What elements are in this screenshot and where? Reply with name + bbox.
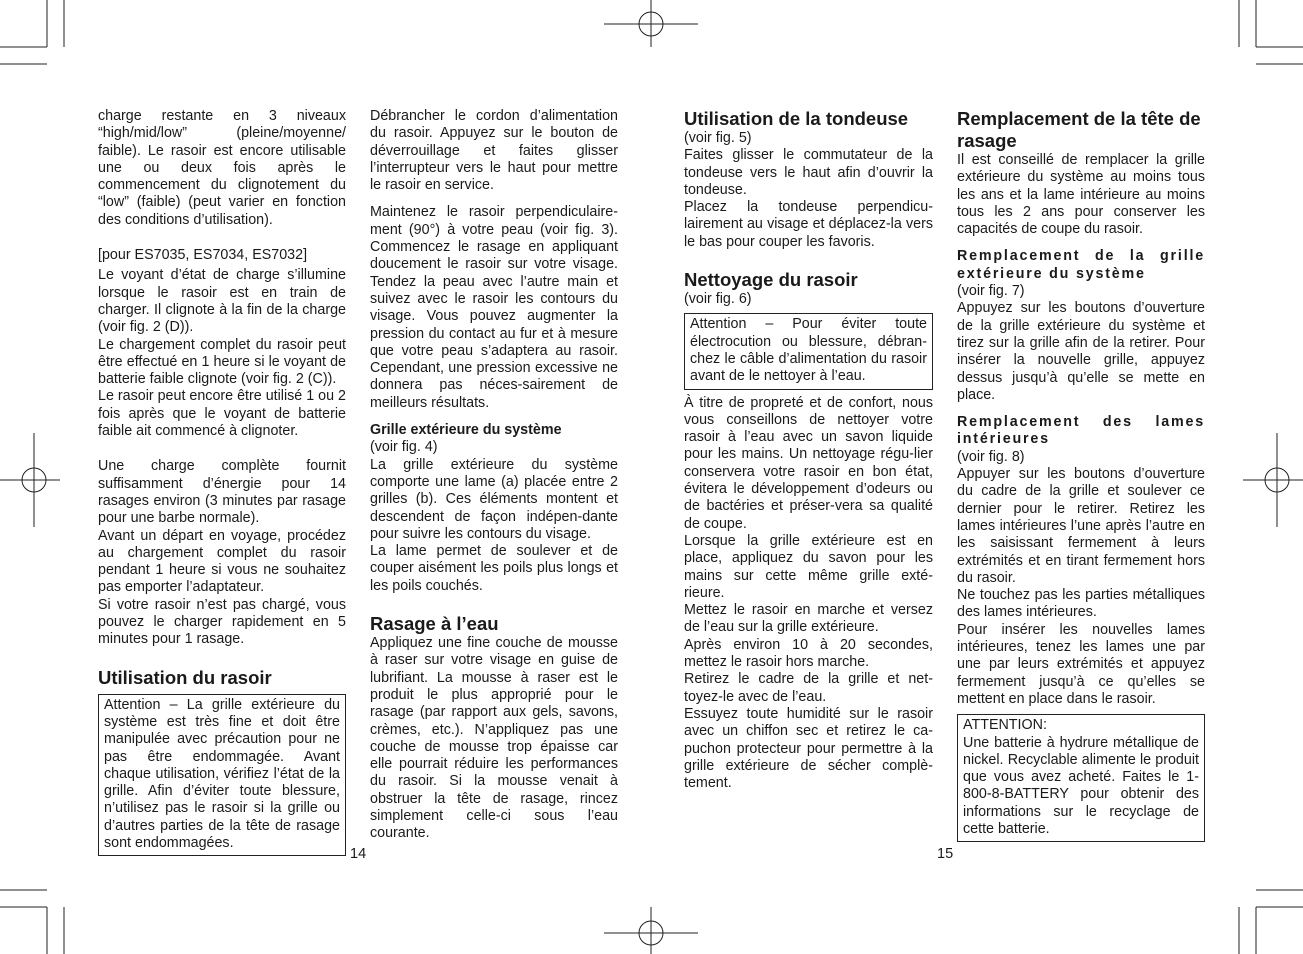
- figure-reference: (voir fig. 4): [370, 439, 438, 456]
- paragraph: charge restante en 3 niveaux “high/mid/low” (pleine/moyenne/ faible). Le rasoir est encore utilisable une ou deux fois après le commencement du clignotement du “low” (faible) (peut varier en fonction des conditions d’utilisation).: [98, 108, 346, 228]
- figure-reference: (voir fig. 7): [957, 283, 1025, 300]
- paragraph: Appuyer sur les boutons d’ouverture du cadre de la grille et soulever ce dernier pour le retirer. Retirez les lames intérieures l’une après l’autre en les saisissant fermement à leurs extrémités et en tirant fermement hors du rasoir.: [957, 466, 1205, 586]
- paragraph: Pour insérer les nouvelles lames intérieures, tenez les lames une par une par leurs extrémités et appuyez fermement jusqu’à ce qu’elles se mettent en place dans le rasoir.: [957, 621, 1205, 707]
- column-4: [957, 108, 1205, 842]
- page-number-left: 14: [350, 846, 367, 862]
- paragraph: Avant un départ en voyage, procédez au chargement complet du rasoir pendant 1 heure si vous ne souhaitez pas emporter l’adaptateur.: [98, 527, 346, 596]
- paragraph: Essuyez toute humidité sur le rasoir avec un chiffon sec et retirez le ca-puchon protecteur pour permettre à la grille extérieure de sécher complè-tement.: [684, 705, 933, 792]
- page-number-right: 15: [937, 846, 954, 862]
- paragraph: Mettez le rasoir en marche et versez de l’eau sur la grille extérieure.: [684, 602, 933, 636]
- paragraph: Il est conseillé de remplacer la grille extérieure du système au moins tous les ans et la lame intérieure au moins tous les 2 ans pour conserver les capacités de coupe du rasoir.: [957, 152, 1205, 238]
- paragraph: La grille extérieure du système comporte une lame (a) placée entre 2 grilles (b). Ces éléments montent et descendent de façon indépen-dante pour suivre les contours du visage.: [370, 456, 618, 542]
- paragraph: Lorsque la grille extérieure est en place, appliquez du savon pour les mains sur cette même grille exté-rieure.: [684, 532, 933, 601]
- attention-text: Attention – Pour éviter toute électrocution ou blessure, débran-chez le câble d’alimentation du rasoir avant de le nettoyer à l’eau.: [690, 316, 927, 385]
- paragraph: Retirez le cadre de la grille et net-toyez-le avec de l’eau.: [684, 671, 933, 705]
- paragraph: Après environ 10 à 20 secondes, mettez le rasoir hors marche.: [684, 636, 933, 671]
- paragraph: Débrancher le cordon d’alimentation du rasoir. Appuyez sur le bouton de déverrouillage et faites glisser l’interrupteur vers le haut pour mettre le rasoir en service.: [370, 108, 618, 194]
- paragraph: Ne touchez pas les parties métalliques des lames intérieures.: [957, 587, 1205, 621]
- column-1: [98, 108, 346, 856]
- subsection-heading: Grille extérieure du système: [370, 422, 562, 439]
- column-2: [370, 108, 618, 843]
- figure-reference: (voir fig. 6): [684, 291, 752, 308]
- paragraph: Appuyez sur les boutons d’ouverture de la grille extérieure du système et tirez sur la grille afin de la retirer. Pour insérer la nouvelle grille, appuyez dessus jusqu’à qu’elle se mette en place.: [957, 300, 1205, 403]
- attention-text: Une batterie à hydrure métallique de nickel. Recyclable alimente le produit que vous avez acheté. Faites le 1-800-8-BATTERY pour obtenir des informations sur le recyclage de cette batterie.: [963, 734, 1199, 837]
- subsection-heading: Remplacement des lames intérieures: [957, 414, 1205, 448]
- paragraph: Placez la tondeuse perpendicu-lairement au visage et déplacez-la vers le bas pour couper les favoris.: [684, 199, 933, 250]
- paragraph: Faites glisser le commutateur de la tondeuse vers le haut afin d’ouvrir la tondeuse.: [684, 147, 933, 198]
- paragraph: Le chargement complet du rasoir peut être effectué en 1 heure si le voyant de batterie faible clignote (voir fig. 2 (C)).: [98, 336, 346, 388]
- paragraph: Maintenez le rasoir perpendiculaire-ment (90°) à votre peau (voir fig. 3). Commencez le rasage en appliquant doucement le rasoir sur votre visage. Tendez la peau avec l’autre main et suivez avec le rasoir les contours du visage. Vous pouvez augmenter la pression du contact au fur et à mesure que votre peau s’adaptera au rasoir. Cependant, une pression excessive ne donnera pas néces-sairement de meilleurs résultats.: [370, 204, 618, 411]
- attention-box: [957, 714, 1205, 842]
- paragraph: À titre de propreté et de confort, nous vous conseillons de nettoyer votre rasoir à l’eau avec un savon liquide pour les mains. Un nettoyage régu-lier conservera votre rasoir en bon état, évitera le développement d’odeurs ou de bactéries et préser-vera sa qualité de coupe.: [684, 394, 933, 532]
- figure-reference: (voir fig. 8): [957, 448, 1025, 465]
- section-heading: Utilisation du rasoir: [98, 666, 272, 688]
- section-heading: Rasage à l’eau: [370, 613, 499, 635]
- figure-reference: (voir fig. 5): [684, 130, 752, 146]
- paragraph: Si votre rasoir n’est pas chargé, vous pouvez le charger rapidement en 5 minutes pour 1 rasage.: [98, 596, 346, 648]
- attention-box: [684, 313, 933, 389]
- paragraph: Une charge complète fournit suffisamment d’énergie pour 14 rasages environ (3 minutes par rasage pour une barbe normale).: [98, 458, 346, 527]
- paragraph: Le rasoir peut encore être utilisé 1 ou 2 fois après que le voyant de batterie faible ait commencé à clignoter.: [98, 388, 346, 440]
- attention-text: Attention – La grille extérieure du système est très fine et doit être manipulée avec précaution pour ne pas être endommagée. Avant chaque utilisation, vérifiez l’état de la grille. Afin d’éviter toute blessure, n’utilisez pas le rasoir si la grille ou d’autres parties de la tête de rasage sont endommagées.: [104, 696, 340, 851]
- section-heading: Utilisation de la tondeuse: [684, 108, 909, 129]
- paragraph: Appliquez une fine couche de mousse à raser sur votre visage en guise de lubrifiant. La mousse à raser est le produit le plus approprié pour le rasage (par rapport aux gels, savons, crèmes, etc.). N’appliquez pas une couche de mousse trop épaisse car elle pourrait réduire les performances du rasoir. Si la mousse venait à obstruer la tête de rasage, rincez simplement celle-ci sous l’eau courante.: [370, 635, 618, 842]
- paragraph: La lame permet de soulever et de couper aisément les poils plus longs et les poils couchés.: [370, 543, 618, 594]
- section-heading: Remplacement de la tête de rasage: [957, 108, 1201, 151]
- paragraph: Le voyant d’état de charge s’illumine lorsque le rasoir est en train de charger. Il clignote à la fin de la charge (voir fig. 2 (D)).: [98, 267, 346, 336]
- model-list: [pour ES7035, ES7034, ES7032]: [98, 247, 308, 264]
- subsection-heading: Remplacement de la grille extérieure du système: [957, 248, 1205, 282]
- section-heading: Nettoyage du rasoir: [684, 269, 858, 291]
- attention-title: ATTENTION:: [963, 717, 1047, 734]
- column-3: [684, 108, 933, 792]
- attention-box: [98, 694, 346, 857]
